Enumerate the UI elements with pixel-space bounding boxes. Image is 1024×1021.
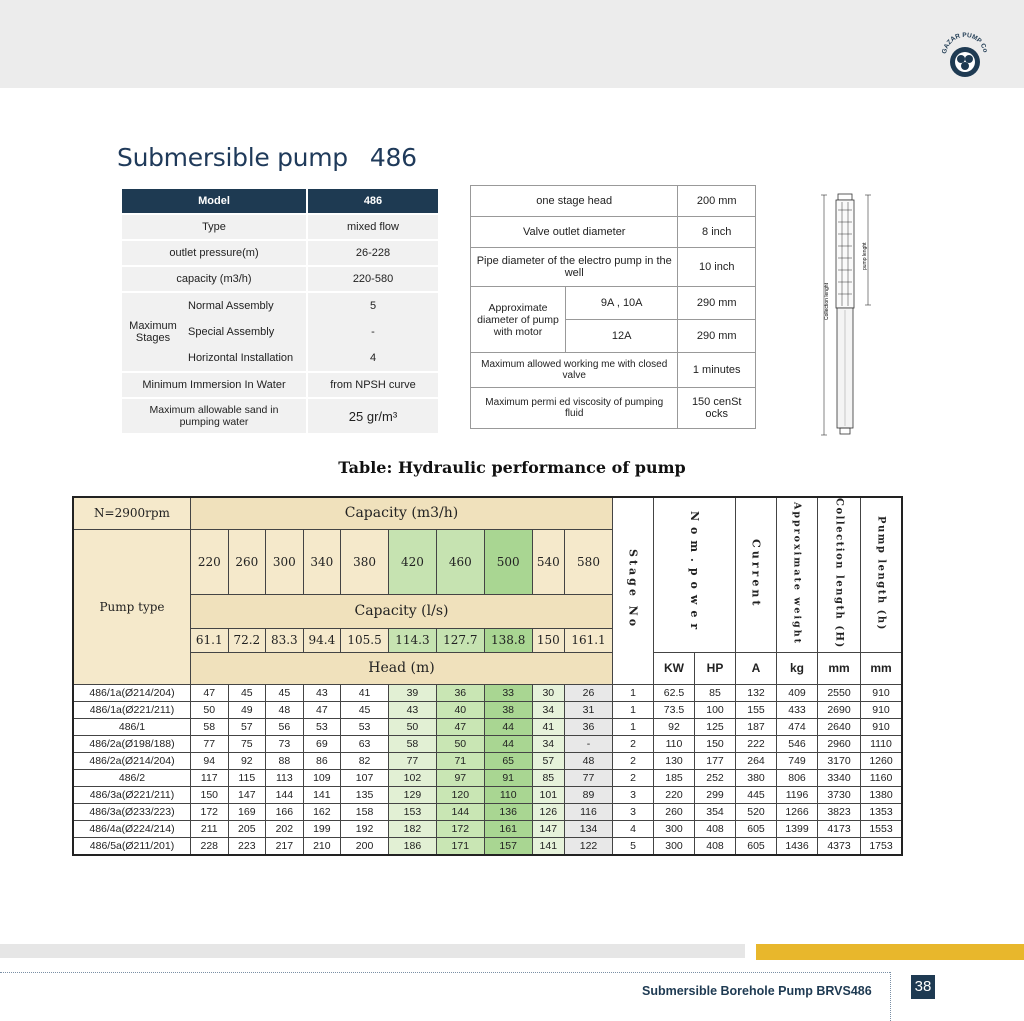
table-cell: 56 xyxy=(266,718,304,735)
pump-type-cell: 486/1a(Ø214/204) xyxy=(73,684,191,701)
table-cell: 172 xyxy=(436,820,484,837)
footer-title: Submersible Borehole Pump BRVS486 xyxy=(642,984,872,998)
table-cell: 158 xyxy=(341,803,389,820)
table-cell: 211 xyxy=(191,820,229,837)
table-cell: 2690 xyxy=(818,701,861,718)
table-cell: 3 xyxy=(613,803,654,820)
table-cell: 47 xyxy=(303,701,341,718)
table-cell: 122 xyxy=(565,837,613,855)
table-cell: 77 xyxy=(565,769,613,786)
table-cell: 134 xyxy=(565,820,613,837)
table-row xyxy=(73,837,902,855)
table-cell: 2 xyxy=(613,752,654,769)
table-cell: 33 xyxy=(484,684,532,701)
table-cell: 36 xyxy=(436,684,484,701)
table-cell: 39 xyxy=(389,684,437,701)
table-cell: 182 xyxy=(389,820,437,837)
table-cell: 185 xyxy=(654,769,695,786)
table-cell: 53 xyxy=(303,718,341,735)
table-cell: 1160 xyxy=(861,769,903,786)
table-cell: 117 xyxy=(191,769,229,786)
table-cell: 53 xyxy=(341,718,389,735)
table-cell: 77 xyxy=(389,752,437,769)
table-cell: 1266 xyxy=(777,803,818,820)
pump-type-label: Pump type xyxy=(73,529,191,684)
stage-no-header: Stage No xyxy=(626,549,640,630)
table-cell: 141 xyxy=(303,786,341,803)
table-cell: 102 xyxy=(389,769,437,786)
table-cell: 3170 xyxy=(818,752,861,769)
table-cell: 264 xyxy=(736,752,777,769)
collection-length-header: Collection length (H) xyxy=(833,498,845,649)
table-cell: 1399 xyxy=(777,820,818,837)
pump-type-cell: 486/2 xyxy=(73,769,191,786)
table-cell: 445 xyxy=(736,786,777,803)
table-cell: 85 xyxy=(532,769,564,786)
pump-type-cell: 486/2a(Ø214/204) xyxy=(73,752,191,769)
table-cell: 43 xyxy=(303,684,341,701)
table-cell: 57 xyxy=(532,752,564,769)
table-cell: 1753 xyxy=(861,837,903,855)
table-cell: 125 xyxy=(695,718,736,735)
table-cell: 50 xyxy=(191,701,229,718)
table-cell: 299 xyxy=(695,786,736,803)
table-cell: 75 xyxy=(228,735,266,752)
table-cell: 65 xyxy=(484,752,532,769)
capacity-ls-row: 61.1 72.2 83.3 94.4 105.5 114.3 127.7 138.8 150 161.1 xyxy=(73,628,902,652)
svg-text:pump lenght: pump lenght xyxy=(862,242,868,270)
table-cell: 2960 xyxy=(818,735,861,752)
table-cell: 409 xyxy=(777,684,818,701)
table-cell: 36 xyxy=(565,718,613,735)
current-header: Current xyxy=(749,538,763,609)
table-cell: 202 xyxy=(266,820,304,837)
table-cell: 89 xyxy=(565,786,613,803)
table-cell: 1260 xyxy=(861,752,903,769)
table-cell: 1380 xyxy=(861,786,903,803)
pump-type-cell: 486/4a(Ø224/214) xyxy=(73,820,191,837)
table-row xyxy=(73,803,902,820)
table-cell: 605 xyxy=(736,837,777,855)
table-cell: 205 xyxy=(228,820,266,837)
table-cell: 408 xyxy=(695,837,736,855)
table-cell: 910 xyxy=(861,701,903,718)
table-cell: 116 xyxy=(565,803,613,820)
table-cell: 44 xyxy=(484,718,532,735)
table-cell: 57 xyxy=(228,718,266,735)
table-row xyxy=(73,684,902,701)
table-cell: 63 xyxy=(341,735,389,752)
table-cell: 605 xyxy=(736,820,777,837)
head-header: Head (m) xyxy=(191,652,613,684)
page-number: 38 xyxy=(911,975,935,999)
table-cell: 26 xyxy=(565,684,613,701)
table-cell: 161 xyxy=(484,820,532,837)
pump-type-cell: 486/5a(Ø211/201) xyxy=(73,837,191,855)
table-cell: 47 xyxy=(191,684,229,701)
table-cell: 408 xyxy=(695,820,736,837)
table-cell: 199 xyxy=(303,820,341,837)
hydraulic-table: N=2900rpm Capacity (m3/h) Stage No Nom.power Current Approximate weight Collection length (H) Pump length (h) Pump type 220 260 300 340 380 420 460 500 540 580 Capacity (l/s) 61.1 72.2 83.3 94.4 105.5 114.3 127.7 138.8 150 161.1 Head (m) KW HP A kg mm mm 486/1a(Ø214/204) 47 45 45 43 41 39 36 33 30 26 1 62.5 85 132 409 2550 910 486/1a(Ø221/211) 50 49 48 47 45 43 40 38 34 31 1 73.5 100 155 433 2690 910 486/1 58 57 56 53 53 50 47 44 41 36 1 92 125 187 474 2640 910 486/2a(Ø198/188) 77 75 73 69 63 58 50 44 34 - 2 110 150 222 546 2960 1110 486/2a(Ø214/204) 94 92 88 86 82 77 71 65 57 48 2 130 177 264 749 3170 1260 486/2 117 115 113 109 107 102 97 91 85 77 2 185 252 380 806 3340 1160 486/3a(Ø221/211) 150 147 144 141 135 129 120 110 101 89 3 220 299 445 1196 3730 1380 486/3a(Ø233/223) 172 169 166 162 158 153 144 136 126 116 3 260 354 520 1266 3823 1353 486/4a(Ø224/214) 211 205 202 199 192 182 172 161 147 134 4 300 408 605 1399 4173 1553 486/5a(Ø211/201) 228 223 217 210 200 186 171 157 141 122 5 300 408 605 1436 4373 1753 xyxy=(72,496,903,856)
table-cell: 101 xyxy=(532,786,564,803)
table-cell: 3340 xyxy=(818,769,861,786)
table-cell: 40 xyxy=(436,701,484,718)
header-band xyxy=(0,0,1024,88)
table-cell: 73.5 xyxy=(654,701,695,718)
table-cell: 141 xyxy=(532,837,564,855)
capacity-m3h-row: Pump type 220 260 300 340 380 420 460 500 540 580 xyxy=(73,529,902,594)
table-cell: 3823 xyxy=(818,803,861,820)
table-cell: 474 xyxy=(777,718,818,735)
table-cell: 86 xyxy=(303,752,341,769)
table-cell: 47 xyxy=(436,718,484,735)
table-cell: 172 xyxy=(191,803,229,820)
table-cell: 1110 xyxy=(861,735,903,752)
table-cell: 144 xyxy=(266,786,304,803)
table-cell: 92 xyxy=(228,752,266,769)
table-cell: 220 xyxy=(654,786,695,803)
svg-text:GAZAR PUMP Co: GAZAR PUMP Co xyxy=(941,31,989,55)
footer-divider xyxy=(0,972,890,973)
table-cell: 58 xyxy=(389,735,437,752)
table-cell: 94 xyxy=(191,752,229,769)
spec-table-right: one stage head 200 mm Valve outlet diameter 8 inch Pipe diameter of the electro pump in the well 10 inch Approximate diameter of pump with motor 9A , 10A 290 mm 12A 290 mm Maximum allowed working me with closed valve 1 minutes Maximum permi ed viscosity of pumping fluid 150 cenSt ocks xyxy=(470,185,756,429)
weight-header: Approximate weight xyxy=(791,501,803,645)
table-cell: 126 xyxy=(532,803,564,820)
pump-type-cell: 486/3a(Ø233/223) xyxy=(73,803,191,820)
table-cell: 380 xyxy=(736,769,777,786)
table-cell: 300 xyxy=(654,837,695,855)
table-cell: 520 xyxy=(736,803,777,820)
table-cell: 150 xyxy=(191,786,229,803)
table-cell: 58 xyxy=(191,718,229,735)
table-cell: 41 xyxy=(341,684,389,701)
pump-length-header: Pump length (h) xyxy=(875,515,887,631)
table-cell: 162 xyxy=(303,803,341,820)
table-cell: 41 xyxy=(532,718,564,735)
table-row xyxy=(73,718,902,735)
table-cell: 34 xyxy=(532,735,564,752)
table-cell: 546 xyxy=(777,735,818,752)
table-cell: 97 xyxy=(436,769,484,786)
table-cell: 129 xyxy=(389,786,437,803)
table-cell: 1 xyxy=(613,701,654,718)
table-cell: 38 xyxy=(484,701,532,718)
table-cell: 4173 xyxy=(818,820,861,837)
table-cell: 1436 xyxy=(777,837,818,855)
table-cell: 187 xyxy=(736,718,777,735)
table-cell: 71 xyxy=(436,752,484,769)
pump-type-cell: 486/1a(Ø221/211) xyxy=(73,701,191,718)
table-cell: 260 xyxy=(654,803,695,820)
table-cell: 4 xyxy=(613,820,654,837)
capacity-ls-header: Capacity (l/s) xyxy=(191,594,613,628)
table-cell: 48 xyxy=(266,701,304,718)
table-cell: 1353 xyxy=(861,803,903,820)
table-cell: 433 xyxy=(777,701,818,718)
table-cell: 223 xyxy=(228,837,266,855)
table-cell: 1196 xyxy=(777,786,818,803)
table-cell: 115 xyxy=(228,769,266,786)
table-cell: 110 xyxy=(654,735,695,752)
table-cell: 153 xyxy=(389,803,437,820)
table-cell: 136 xyxy=(484,803,532,820)
table-cell: 147 xyxy=(532,820,564,837)
table-cell: 132 xyxy=(736,684,777,701)
table-cell: 109 xyxy=(303,769,341,786)
company-logo-icon xyxy=(938,26,992,80)
footer-accent-band xyxy=(756,944,1024,960)
table-cell: 171 xyxy=(436,837,484,855)
pump-drawing-icon xyxy=(818,190,878,440)
table-cell: 92 xyxy=(654,718,695,735)
table-cell: 69 xyxy=(303,735,341,752)
table-cell: 88 xyxy=(266,752,304,769)
table-cell: 155 xyxy=(736,701,777,718)
table-cell: 34 xyxy=(532,701,564,718)
table-cell: 91 xyxy=(484,769,532,786)
table-cell: 150 xyxy=(695,735,736,752)
table-cell: 192 xyxy=(341,820,389,837)
table-cell: 4373 xyxy=(818,837,861,855)
table-cell: 186 xyxy=(389,837,437,855)
table-cell: 169 xyxy=(228,803,266,820)
table-cell: 157 xyxy=(484,837,532,855)
page-title: Submersible pump 486 xyxy=(117,143,417,172)
table-cell: 62.5 xyxy=(654,684,695,701)
table-row xyxy=(73,735,902,752)
hydraulic-table-body xyxy=(73,684,902,855)
table-cell: 45 xyxy=(266,684,304,701)
table-cell: 3730 xyxy=(818,786,861,803)
table-cell: 354 xyxy=(695,803,736,820)
table-cell: 806 xyxy=(777,769,818,786)
table-cell: 749 xyxy=(777,752,818,769)
table-cell: 43 xyxy=(389,701,437,718)
table-row xyxy=(73,752,902,769)
spec-table-left: Model 486 Type mixed flow outlet pressure(m) 26-228 capacity (m3/h) 220-580 Maximum Stages Normal Assembly Special Assembly Horizontal Installation 5 - 4 Minimum Immersion In Water from NPSH curve Maximum allowable sand in pumping water 25 gr/m³ xyxy=(120,187,438,435)
pump-type-cell: 486/3a(Ø221/211) xyxy=(73,786,191,803)
table-cell: 5 xyxy=(613,837,654,855)
table-cell: 100 xyxy=(695,701,736,718)
table-cell: 3 xyxy=(613,786,654,803)
rpm-label: N=2900rpm xyxy=(73,497,191,529)
table-cell: 222 xyxy=(736,735,777,752)
table-cell: 166 xyxy=(266,803,304,820)
table-cell: 113 xyxy=(266,769,304,786)
table-cell: 107 xyxy=(341,769,389,786)
table-cell: 48 xyxy=(565,752,613,769)
table-cell: - xyxy=(565,735,613,752)
table-cell: 130 xyxy=(654,752,695,769)
table-title: Table: Hydraulic performance of pump xyxy=(338,458,686,477)
pump-type-cell: 486/2a(Ø198/188) xyxy=(73,735,191,752)
table-cell: 910 xyxy=(861,718,903,735)
spec-max-stages-group: Maximum Stages Normal Assembly Special Assembly Horizontal Installation xyxy=(120,293,306,371)
table-cell: 177 xyxy=(695,752,736,769)
table-cell: 252 xyxy=(695,769,736,786)
table-cell: 2 xyxy=(613,735,654,752)
table-cell: 82 xyxy=(341,752,389,769)
table-cell: 30 xyxy=(532,684,564,701)
table-cell: 1 xyxy=(613,684,654,701)
table-cell: 31 xyxy=(565,701,613,718)
table-cell: 2 xyxy=(613,769,654,786)
table-cell: 85 xyxy=(695,684,736,701)
table-cell: 50 xyxy=(389,718,437,735)
table-cell: 44 xyxy=(484,735,532,752)
footer-divider-vertical xyxy=(890,972,891,1021)
table-cell: 300 xyxy=(654,820,695,837)
capacity-m3h-header: Capacity (m3/h) xyxy=(191,497,613,529)
table-cell: 45 xyxy=(341,701,389,718)
table-cell: 217 xyxy=(266,837,304,855)
table-cell: 73 xyxy=(266,735,304,752)
table-cell: 2640 xyxy=(818,718,861,735)
table-cell: 77 xyxy=(191,735,229,752)
table-cell: 910 xyxy=(861,684,903,701)
table-cell: 1 xyxy=(613,718,654,735)
pump-type-cell: 486/1 xyxy=(73,718,191,735)
table-cell: 49 xyxy=(228,701,266,718)
table-row xyxy=(73,786,902,803)
table-cell: 110 xyxy=(484,786,532,803)
table-cell: 200 xyxy=(341,837,389,855)
nom-power-header: Nom.power xyxy=(688,511,701,636)
table-cell: 2550 xyxy=(818,684,861,701)
table-row xyxy=(73,769,902,786)
table-cell: 144 xyxy=(436,803,484,820)
footer-band xyxy=(0,944,745,958)
table-cell: 50 xyxy=(436,735,484,752)
svg-text:Collection lenght: Collection lenght xyxy=(824,283,830,320)
table-cell: 228 xyxy=(191,837,229,855)
table-row xyxy=(73,820,902,837)
table-cell: 1553 xyxy=(861,820,903,837)
table-row xyxy=(73,701,902,718)
table-cell: 147 xyxy=(228,786,266,803)
table-cell: 120 xyxy=(436,786,484,803)
table-cell: 45 xyxy=(228,684,266,701)
table-cell: 135 xyxy=(341,786,389,803)
table-cell: 210 xyxy=(303,837,341,855)
